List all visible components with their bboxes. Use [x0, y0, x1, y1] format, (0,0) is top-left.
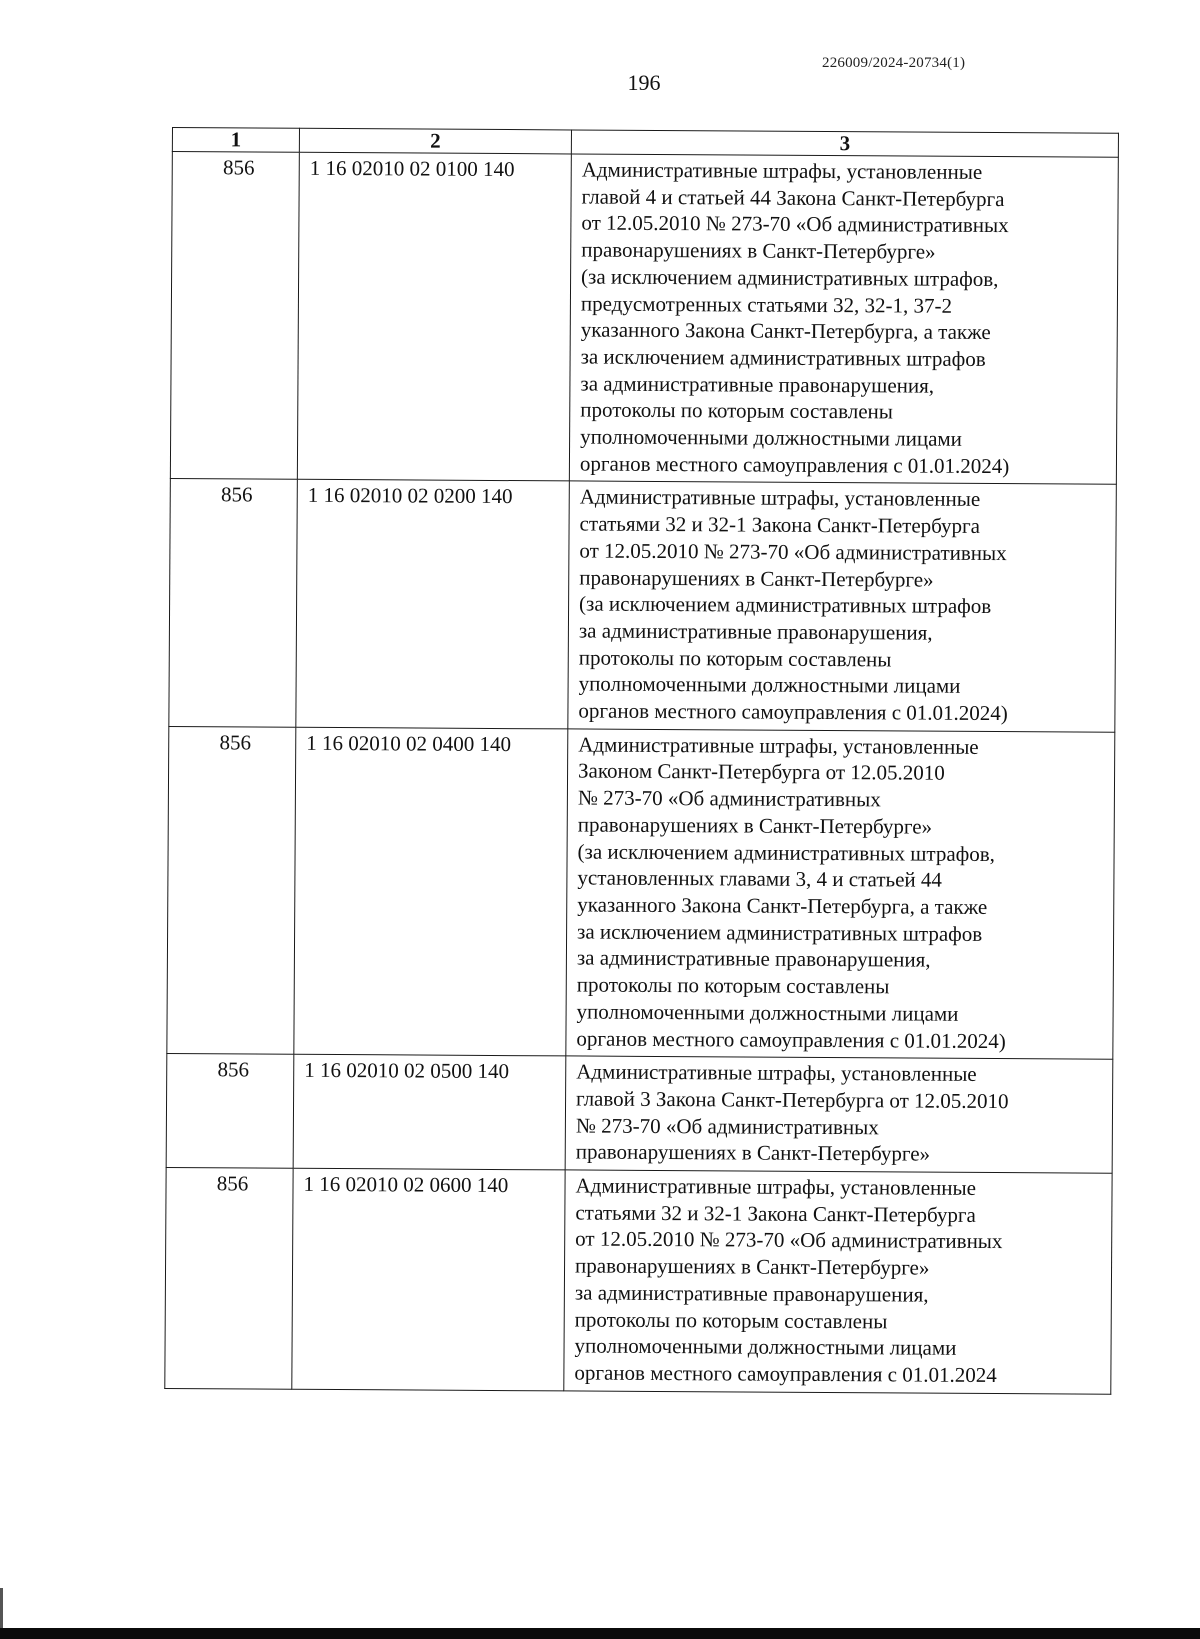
budget-classification-code-cell: 1 16 02010 02 0400 140 — [294, 727, 568, 1056]
description-cell — [566, 729, 1115, 1060]
description-line: указанного Закона Санкт-Петербурга, а также — [577, 892, 988, 919]
budget-classification-code-cell: 1 16 02010 02 0500 140 — [293, 1054, 566, 1169]
description-line: уполномоченными должностными лицами — [580, 424, 963, 451]
table-body — [165, 152, 1119, 1394]
description-line: (за исключением административных штрафов, — [577, 839, 996, 866]
admin-code-cell: 856 — [167, 726, 296, 1054]
description-line: за административные правонарушения, — [580, 371, 935, 398]
description-cell — [565, 1056, 1113, 1173]
description-line: органов местного самоуправления с 01.01.2024) — [578, 698, 1008, 726]
description-line: от 12.05.2010 № 273-70 «Об административных — [579, 538, 1007, 565]
description-line: правонарушениях в Санкт-Петербурге» — [581, 237, 936, 264]
description-line: за исключением административных штрафов — [580, 344, 986, 371]
description-line: правонарушениях в Санкт-Петербурге» — [579, 565, 934, 592]
admin-code-cell: 856 — [165, 1167, 293, 1388]
description-line: Административные штрафы, установленные — [579, 484, 981, 512]
column-header-1: 1 — [172, 128, 299, 153]
description-line: Административные штрафы, установленные — [578, 732, 979, 759]
description-line: статьями 32 и 32-1 Закона Санкт-Петербурга — [579, 511, 981, 539]
table-row — [165, 1167, 1112, 1393]
description-line: за исключением административных штрафов — [577, 919, 983, 946]
description-line: от 12.05.2010 № 273-70 «Об административных — [575, 1226, 1003, 1254]
description-line: (за исключением административных штрафов, — [581, 264, 999, 291]
column-header-3: 3 — [571, 130, 1118, 157]
description-line: за административные правонарушения, — [576, 945, 931, 973]
description-cell — [568, 481, 1117, 732]
table-row — [167, 726, 1115, 1059]
document-number: 226009/2024-20734(1) — [822, 55, 966, 71]
table-row — [166, 1054, 1113, 1174]
scan-bottom-bar — [0, 1628, 1200, 1639]
budget-classification-code-cell: 1 16 02010 02 0100 140 — [297, 152, 571, 481]
description-line: правонарушениях в Санкт-Петербурге» — [575, 1139, 931, 1166]
description-line: от 12.05.2010 № 273-70 «Об административных — [581, 210, 1009, 238]
description-line: Административные штрафы, установленные — [575, 1173, 977, 1200]
description-line: Административные штрафы, установленные — [576, 1059, 977, 1087]
description-line: главой 4 и статьей 44 Закона Санкт-Петербурга — [581, 184, 1005, 211]
description-line: органов местного самоуправления с 01.01.2024) — [576, 1025, 1006, 1053]
table-row — [170, 152, 1118, 485]
budget-classification-code-cell: 1 16 02010 02 0200 140 — [296, 480, 570, 729]
budget-classification-code-cell: 1 16 02010 02 0600 140 — [292, 1168, 565, 1390]
description-line: установленных главами 3, 4 и статьей 44 — [577, 865, 943, 892]
description-line: протоколы по которым составлены — [574, 1307, 888, 1333]
description-cell — [564, 1170, 1112, 1394]
description-line: органов местного самоуправления с 01.01.2024) — [579, 451, 1010, 478]
description-line: (за исключением административных штрафов — [579, 591, 992, 619]
description-line: предусмотренных статьями 32, 32-1, 37-2 — [580, 291, 953, 318]
scan-edge — [0, 1588, 3, 1628]
description-line: уполномоченными должностными лицами — [576, 999, 959, 1026]
description-cell — [569, 154, 1118, 485]
page-number: 196 — [627, 70, 661, 95]
column-header-2: 2 — [299, 128, 571, 154]
description-line: за административные правонарушения, — [578, 618, 933, 645]
description-line: протоколы по которым составлены — [580, 397, 894, 424]
description-line: уполномоченными должностными лицами — [578, 671, 961, 699]
description-line: уполномоченными должностными лицами — [574, 1333, 957, 1361]
description-line: статьями 32 и 32-1 Закона Санкт-Петербурга — [575, 1200, 976, 1227]
description-line: протоколы по которым составлены — [578, 645, 892, 672]
description-line: № 273-70 «Об административных — [575, 1113, 879, 1139]
description-line: Административные штрафы, установленные — [581, 157, 983, 184]
description-line: за административные правонарушения, — [574, 1280, 929, 1307]
description-line: Законом Санкт-Петербурга от 12.05.2010 — [578, 758, 945, 786]
description-line: органов местного самоуправления с 01.01.2024 — [574, 1360, 997, 1387]
admin-code-cell: 856 — [170, 152, 299, 480]
description-line: правонарушениях в Санкт-Петербурге» — [574, 1253, 930, 1280]
table-row — [169, 479, 1116, 732]
description-line: правонарушениях в Санкт-Петербурге» — [577, 812, 933, 839]
description-line: главой 3 Закона Санкт-Петербурга от 12.05.2010 — [576, 1086, 1009, 1114]
admin-code-cell: 856 — [169, 479, 298, 727]
description-line: указанного Закона Санкт-Петербурга, а также — [580, 317, 991, 345]
description-line: протоколы по которым составлены — [576, 972, 890, 999]
budget-code-table — [164, 127, 1119, 1394]
admin-code-cell: 856 — [166, 1054, 294, 1169]
description-line: № 273-70 «Об административных — [577, 785, 881, 812]
